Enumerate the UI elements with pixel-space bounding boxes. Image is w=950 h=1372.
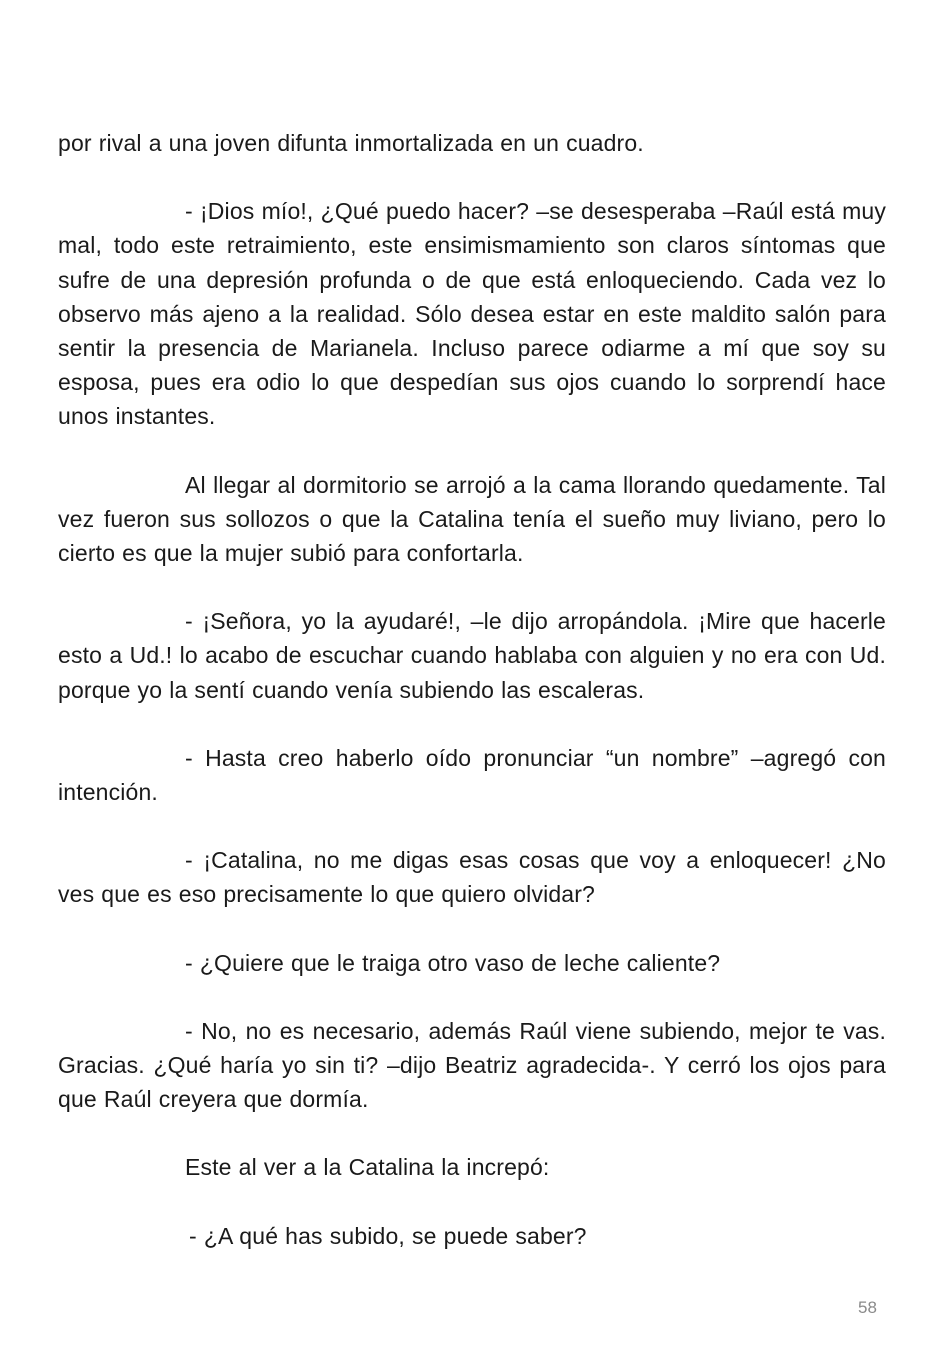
paragraph-dialogue-beatriz-forget: - ¡Catalina, no me digas esas cosas que voy a enloquecer! ¿No ves que es eso precisamente lo que quiero olvidar? <box>58 847 886 908</box>
paragraph-dialogue-raul-question: - ¿A qué has subido, se puede saber? <box>189 1222 587 1249</box>
paragraph-dialogue-catalina-help: - ¡Señora, yo la ayudaré!, –le dijo arropándola. ¡Mire que hacerle esto a Ud.! lo acabo de escuchar cuando hablaba con alguien y no era con Ud. porque yo la sentí cuando venía subiendo las escaleras. <box>58 608 886 703</box>
page-number: 58 <box>858 1298 877 1317</box>
body-text <box>58 126 886 1287</box>
paragraph-continuation: por rival a una joven difunta inmortalizada en un cuadro. <box>58 130 644 156</box>
paragraph-narration-bedroom: Al llegar al dormitorio se arrojó a la cama llorando quedamente. Tal vez fueron sus sollozos o que la Catalina tenía el sueño muy liviano, pero lo cierto es que la mujer subió para confortarla. <box>58 471 886 567</box>
paragraph-dialogue-beatriz-thanks: - No, no es necesario, además Raúl viene subiendo, mejor te vas. Gracias. ¿Qué haría yo sin ti? –dijo Beatriz agradecida-. Y cerró los ojos para que Raúl creyera que dormía. <box>58 1017 886 1113</box>
paragraph-dialogue-catalina-name: - Hasta creo haberlo oído pronunciar “un nombre” –agregó con intención. <box>58 744 886 806</box>
paragraph-dialogue-catalina-milk: - ¿Quiere que le traiga otro vaso de leche caliente? <box>185 949 721 976</box>
paragraph-narration-raul: Este al ver a la Catalina la increpó: <box>185 1154 550 1181</box>
paragraph-dialogue-beatriz-lament: - ¡Dios mío!, ¿Qué puedo hacer? –se desesperaba –Raúl está muy mal, todo este retraimiento, este ensimismamiento son claros síntomas que sufre de una depresión profunda o de que está enloqueciendo. Cada vez lo observo más ajeno a la realidad. Sólo desea estar en este maldito salón para sentir la presencia de Marianela. Incluso parece odiarme a mí que soy su esposa, pues era odio lo que despedían sus ojos cuando lo sorprendí hace unos instantes. <box>58 198 886 430</box>
